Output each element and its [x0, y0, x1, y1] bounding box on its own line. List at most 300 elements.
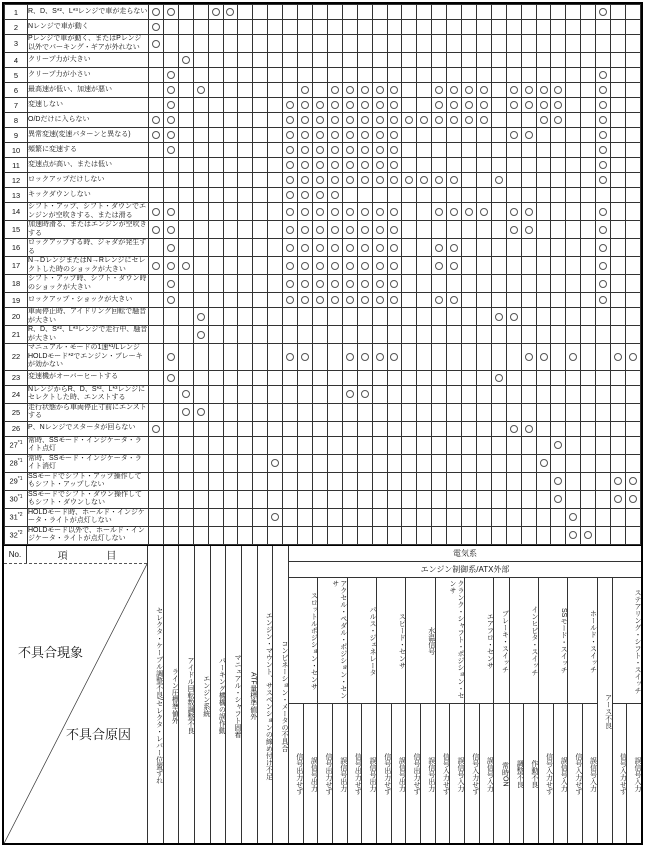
mark-cell [208, 490, 223, 508]
electrical-group-label: 水温信号 [406, 578, 434, 704]
mark-cell [491, 472, 506, 490]
mark-cell [447, 83, 462, 98]
mark-cell [402, 98, 417, 113]
mark-cell [506, 454, 521, 472]
mark-cell [149, 385, 164, 403]
mark-cell [551, 113, 566, 128]
table-row [5, 293, 641, 308]
mark-cell [327, 326, 342, 344]
row-number: 10 [5, 143, 28, 158]
mark-cell [506, 128, 521, 143]
symptom-label: R、D、S*²、L*³レンジで走行中、騒音が大きい [28, 326, 148, 342]
mark-cell [432, 490, 447, 508]
mark-cell [357, 143, 372, 158]
mark-cell [253, 5, 268, 20]
mark-cell [417, 68, 432, 83]
mark-cell [223, 143, 238, 158]
mark-cell [298, 188, 313, 203]
mark-cell [476, 35, 491, 53]
mark-cell [551, 490, 566, 508]
mark-cell [149, 5, 164, 20]
mark-cell [268, 98, 283, 113]
mark-cell [223, 20, 238, 35]
mark-cell [327, 98, 342, 113]
mark-cell [476, 221, 491, 239]
mark-cell [372, 68, 387, 83]
mark-cell [312, 68, 327, 83]
mark-cell [149, 370, 164, 385]
mark-cell [491, 20, 506, 35]
mark-circle [390, 280, 398, 288]
mark-cell [626, 344, 641, 371]
electrical-cause-group [539, 578, 568, 844]
mark-cell [163, 508, 178, 526]
electrical-cause-group [406, 578, 435, 844]
mark-cell [342, 53, 357, 68]
mark-cell [372, 526, 387, 544]
mark-cell [462, 83, 477, 98]
mark-cell [163, 257, 178, 275]
mark-cell [566, 35, 581, 53]
mark-cell [387, 436, 402, 454]
mark-cell [551, 20, 566, 35]
mark-cell [342, 490, 357, 508]
mark-circle [152, 131, 160, 139]
mark-cell [491, 293, 506, 308]
mark-cell [521, 370, 536, 385]
mark-cell [149, 203, 164, 221]
mark-cell [327, 221, 342, 239]
mark-circle [197, 331, 205, 339]
mark-circle [495, 176, 503, 184]
mark-cell [223, 53, 238, 68]
mark-cell [447, 98, 462, 113]
mark-cell [149, 326, 164, 344]
mark-cell [626, 98, 641, 113]
mark-cell [178, 98, 193, 113]
symptom-label: 最高速が低い、加速が悪い [28, 83, 149, 98]
table-row [5, 143, 641, 158]
mark-cell [462, 35, 477, 53]
symptom-label: ロックアップだけしない [28, 173, 149, 188]
mark-cell [193, 203, 208, 221]
mark-circle [331, 176, 339, 184]
mark-cell [566, 344, 581, 371]
mark-cell [402, 68, 417, 83]
mark-cell [402, 275, 417, 293]
mark-cell [298, 344, 313, 371]
row-number: 6 [5, 83, 28, 98]
mark-circle [420, 116, 428, 124]
mark-cell [238, 526, 253, 544]
mark-cell [223, 421, 238, 436]
mark-circle [376, 280, 384, 288]
mark-cell [462, 113, 477, 128]
mark-cell [611, 158, 626, 173]
mark-cell [208, 158, 223, 173]
mark-cell [447, 326, 462, 344]
mark-circle [435, 176, 443, 184]
mark-cell [223, 128, 238, 143]
mark-cell [372, 35, 387, 53]
mark-cell [163, 293, 178, 308]
mark-cell [521, 68, 536, 83]
mark-cell [417, 5, 432, 20]
mark-cell [536, 203, 551, 221]
mark-cell [283, 385, 298, 403]
mark-cell [506, 20, 521, 35]
mark-cell [521, 403, 536, 421]
mark-cell [238, 403, 253, 421]
mark-cell [298, 113, 313, 128]
mark-cell [342, 454, 357, 472]
mark-cell [611, 275, 626, 293]
mark-cell [149, 293, 164, 308]
failure-mode-sublabels [318, 704, 346, 844]
mark-circle [286, 226, 294, 234]
mark-cell [611, 490, 626, 508]
mark-cell [476, 385, 491, 403]
mark-circle [540, 459, 548, 467]
mark-circle [301, 86, 309, 94]
mark-cell [238, 344, 253, 371]
mark-cell [581, 293, 596, 308]
mark-cell [551, 188, 566, 203]
failure-mode-column: 誤信号入力 [486, 756, 494, 792]
mark-cell [536, 239, 551, 257]
mark-cell [253, 221, 268, 239]
mark-cell [596, 508, 611, 526]
mark-cell [536, 68, 551, 83]
mark-cell [268, 436, 283, 454]
mark-circle [346, 86, 354, 94]
mark-cell [387, 344, 402, 371]
mark-cell [581, 370, 596, 385]
mechanical-cause-column: アイドル回転数調整不良 [179, 546, 195, 844]
mark-circle [510, 101, 518, 109]
mark-cell [506, 53, 521, 68]
mark-cell [521, 344, 536, 371]
mark-circle [286, 353, 294, 361]
mark-cell [312, 158, 327, 173]
mark-cell [327, 526, 342, 544]
symptom-label: キックダウンしない [28, 188, 149, 203]
mark-cell [462, 143, 477, 158]
mark-cell [417, 421, 432, 436]
mark-cell [178, 68, 193, 83]
mark-cell [208, 203, 223, 221]
mark-cell [417, 275, 432, 293]
mark-cell [312, 239, 327, 257]
mark-cell [312, 203, 327, 221]
mark-cell [447, 257, 462, 275]
mark-cell [506, 385, 521, 403]
mark-cell [327, 53, 342, 68]
mark-cell [327, 454, 342, 472]
mark-cell [626, 188, 641, 203]
mark-cell [193, 308, 208, 326]
mark-cell [312, 143, 327, 158]
mark-cell [327, 173, 342, 188]
mark-cell [447, 239, 462, 257]
mark-cell [163, 98, 178, 113]
row-number: 26 [5, 421, 28, 436]
mark-circle [331, 86, 339, 94]
mark-cell [163, 158, 178, 173]
mark-cell [447, 370, 462, 385]
mark-cell [462, 403, 477, 421]
mark-cell [223, 436, 238, 454]
mark-cell [402, 203, 417, 221]
mark-cell [163, 344, 178, 371]
mark-cell [417, 344, 432, 371]
mark-cell [417, 128, 432, 143]
mark-cell [462, 98, 477, 113]
mark-circle [390, 176, 398, 184]
mark-circle [376, 131, 384, 139]
mark-cell [521, 385, 536, 403]
failure-mode-column: 誤信号出力 [398, 756, 406, 792]
mark-cell [178, 83, 193, 98]
mark-circle [361, 86, 369, 94]
row-number: 1 [5, 5, 28, 20]
mark-cell [596, 68, 611, 83]
mark-cell [551, 275, 566, 293]
mark-cell [476, 113, 491, 128]
mark-cell [253, 344, 268, 371]
mark-cell [447, 293, 462, 308]
mark-circle [361, 161, 369, 169]
mark-circle [435, 262, 443, 270]
mark-cell [268, 20, 283, 35]
mark-cell [223, 239, 238, 257]
row-number: 3 [5, 35, 28, 53]
mark-cell [342, 385, 357, 403]
table-row [5, 508, 641, 526]
mechanical-cause-column: コンビネーション・メータの不具合 [273, 546, 289, 844]
mark-cell [163, 20, 178, 35]
failure-mode-column: 信号出力せず [289, 704, 304, 844]
mark-circle [599, 280, 607, 288]
mark-circle [316, 146, 324, 154]
mark-cell [521, 188, 536, 203]
mark-cell [491, 68, 506, 83]
electrical-cause-group [494, 578, 509, 844]
mark-cell [342, 128, 357, 143]
mark-cell [178, 35, 193, 53]
mark-cell [149, 98, 164, 113]
mark-circle [510, 313, 518, 321]
mark-cell [566, 293, 581, 308]
mark-cell [178, 143, 193, 158]
mark-cell [506, 275, 521, 293]
row-number: 18 [5, 275, 28, 293]
mark-cell [581, 403, 596, 421]
cause-label: 不具合原因 [66, 726, 132, 742]
mark-cell [626, 173, 641, 188]
mark-circle [376, 296, 384, 304]
mark-cell [298, 53, 313, 68]
mark-circle [554, 441, 562, 449]
mark-cell [447, 113, 462, 128]
mark-cell [417, 83, 432, 98]
mark-cell [193, 257, 208, 275]
mark-circle [331, 226, 339, 234]
mark-cell [149, 454, 164, 472]
mark-cell [193, 370, 208, 385]
mark-circle [614, 477, 622, 485]
cause-columns [148, 546, 641, 844]
mark-cell [238, 188, 253, 203]
mark-cell [596, 526, 611, 544]
phenomenon-label: 不具合現象 [18, 644, 84, 660]
mark-cell [536, 98, 551, 113]
mark-circle [435, 244, 443, 252]
mark-cell [238, 173, 253, 188]
mark-cell [566, 257, 581, 275]
mark-cell [268, 421, 283, 436]
mark-cell [462, 188, 477, 203]
mark-cell [372, 83, 387, 98]
mark-cell [521, 275, 536, 293]
symptom-label: 加速時滑る、またはエンジンが空吹きする [28, 221, 147, 237]
mark-cell [626, 526, 641, 544]
mark-cell [357, 421, 372, 436]
mark-circle [286, 161, 294, 169]
mark-cell [432, 143, 447, 158]
mark-cell [283, 203, 298, 221]
mark-cell [447, 20, 462, 35]
mark-cell [626, 143, 641, 158]
mark-cell [298, 98, 313, 113]
mark-cell [462, 508, 477, 526]
mark-cell [298, 203, 313, 221]
failure-mode-sublabels [494, 704, 508, 844]
mark-cell [432, 508, 447, 526]
mark-cell [566, 508, 581, 526]
no-column-label: No. [4, 546, 27, 563]
mark-circle [525, 353, 533, 361]
failure-mode-column: 信号入力せず [465, 704, 480, 844]
mark-cell [327, 113, 342, 128]
mark-cell [506, 421, 521, 436]
mark-cell [357, 98, 372, 113]
mark-circle [331, 116, 339, 124]
mark-cell [611, 454, 626, 472]
mark-cell [462, 436, 477, 454]
table-row [5, 436, 641, 454]
mark-cell [611, 526, 626, 544]
mark-cell [551, 173, 566, 188]
mark-cell [387, 221, 402, 239]
mark-cell [208, 344, 223, 371]
table-row [5, 403, 641, 421]
mark-cell [521, 113, 536, 128]
mark-cell [611, 326, 626, 344]
mark-cell [372, 385, 387, 403]
mark-cell [208, 53, 223, 68]
mark-cell [387, 98, 402, 113]
mark-cell [178, 239, 193, 257]
mark-circle [152, 8, 160, 16]
mark-cell [611, 344, 626, 371]
mark-cell [506, 508, 521, 526]
table-row [5, 5, 641, 20]
mark-cell [372, 472, 387, 490]
table-row [5, 35, 641, 53]
mark-cell [596, 490, 611, 508]
symptom-label: HOLDモード時、ホールド・インジケータ・ライトが点灯しない [28, 508, 149, 526]
mark-cell [372, 293, 387, 308]
mechanical-cause-column: ライン圧標準値外 [164, 546, 180, 844]
mark-circle [331, 262, 339, 270]
mark-cell [521, 239, 536, 257]
mark-cell [342, 257, 357, 275]
mark-cell [521, 308, 536, 326]
mark-cell [163, 239, 178, 257]
mark-cell [581, 53, 596, 68]
table-row [5, 20, 641, 35]
mark-cell [581, 221, 596, 239]
mark-cell [149, 158, 164, 173]
electrical-group-label: SSモード・スイッチ [539, 578, 567, 704]
diagonal-line [4, 564, 147, 844]
mark-circle [390, 226, 398, 234]
mark-cell [208, 326, 223, 344]
mark-cell [447, 188, 462, 203]
mark-cell [312, 454, 327, 472]
mark-cell [178, 113, 193, 128]
mark-cell [283, 508, 298, 526]
mark-cell [417, 526, 432, 544]
mark-cell [327, 275, 342, 293]
mark-cell [193, 20, 208, 35]
mark-cell [581, 454, 596, 472]
mark-circle [167, 146, 175, 154]
mark-circle [301, 296, 309, 304]
mark-cell [223, 326, 238, 344]
mark-cell [581, 257, 596, 275]
mark-circle [301, 226, 309, 234]
mark-circle [152, 208, 160, 216]
mark-cell [566, 83, 581, 98]
mark-cell [626, 370, 641, 385]
mark-cell [447, 5, 462, 20]
mark-cell [149, 508, 164, 526]
mark-cell [327, 293, 342, 308]
mark-circle [286, 191, 294, 199]
mark-cell [163, 188, 178, 203]
symptom-label: SSモードでシフト・アップ操作してもシフト・アップしない [28, 472, 149, 490]
mark-cell [447, 221, 462, 239]
mark-circle [510, 226, 518, 234]
mark-cell [581, 143, 596, 158]
mark-cell [253, 436, 268, 454]
electrical-band-header: 電気系 [289, 546, 641, 562]
mark-circle [480, 101, 488, 109]
mark-cell [476, 53, 491, 68]
table-row [5, 113, 641, 128]
mark-cell [491, 203, 506, 221]
mark-cell [163, 308, 178, 326]
mark-cell [208, 113, 223, 128]
mark-cell [312, 344, 327, 371]
mark-cell [253, 68, 268, 83]
mark-cell [447, 403, 462, 421]
mark-cell [596, 421, 611, 436]
mark-cell [387, 68, 402, 83]
mark-circle [480, 116, 488, 124]
